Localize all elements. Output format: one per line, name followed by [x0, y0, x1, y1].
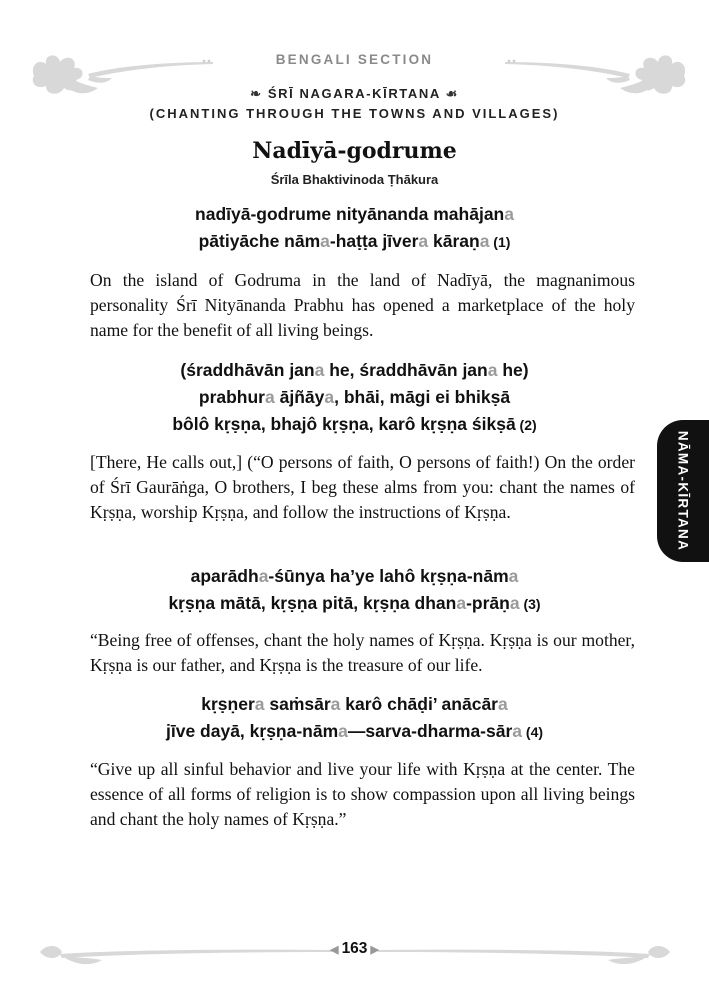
- translation-1: On the island of Godruma in the land of Nadīyā, the magnanimous personality Śrī Nityānanda Prabhu has opened a marketplace of the holy name for the benefit of all living beings.: [90, 270, 635, 340]
- verse-line: prabhura ājñāya, bhāi, māgi ei bhikṣā: [198, 387, 511, 407]
- verse-line: pātiyāche nāma-haṭṭa jīvera kāraṇa (1): [198, 231, 511, 251]
- arrow-right-icon: ▶: [367, 944, 379, 956]
- song-author: Śrīla Bhaktivinoda Ṭhākura: [270, 172, 439, 187]
- translation-2: [There, He calls out,] (“O persons of faith, O persons of faith!) On the order of Śrī Gaurāṅga, O brothers, I beg these alms from you: chant the names of Kṛṣṇa, worship Kṛṣṇa, and follow the instructions of Kṛṣṇa.: [90, 452, 635, 522]
- verse-line: aparādha-śūnya ha’ye lahô kṛṣṇa-nāma: [190, 566, 519, 586]
- song-header-title: ŚRĪ NAGARA-KĪRTANA: [267, 86, 441, 101]
- verse-4: [0, 691, 709, 745]
- verse-3: [0, 563, 709, 617]
- verse-number: (1): [489, 234, 511, 250]
- verse-line: kṛṣṇa mātā, kṛṣṇa pitā, kṛṣṇa dhana-prāṇa (3): [168, 593, 541, 613]
- verse-2: [0, 357, 709, 438]
- page-number-block: [0, 940, 709, 958]
- flourish-right-icon: ☙: [440, 86, 459, 101]
- verse-number: (4): [522, 724, 544, 740]
- song-header: [0, 86, 709, 102]
- verse-line: jīve dayā, kṛṣṇa-nāma—sarva-dharma-sāra (4): [165, 721, 544, 741]
- song-title: Nadīyā-godrume: [252, 138, 457, 164]
- arrow-left-icon: ◀: [330, 944, 342, 956]
- translation-3: “Being free of offenses, chant the holy names of Kṛṣṇa. Kṛṣṇa is our mother, Kṛṣṇa is our father, and Kṛṣṇa is the treasure of our life.: [90, 630, 635, 675]
- verse-number: (2): [515, 417, 537, 433]
- verse-line: (śraddhāvān jana he, śraddhāvān jana he): [180, 360, 529, 380]
- verse-number: (3): [519, 596, 541, 612]
- verse-line: kṛṣṇera saṁsāra karô chāḍi’ anācāra: [201, 694, 508, 714]
- side-tab-label: NĀMA-KĪRTANA: [675, 430, 691, 552]
- section-label: BENGALI SECTION: [275, 52, 434, 67]
- page-number: 163: [341, 940, 368, 957]
- flourish-left-icon: ❧: [250, 86, 268, 101]
- verse-line: nadīyā-godrume nityānanda mahājana: [195, 204, 514, 224]
- song-header-subtitle: (CHANTING THROUGH THE TOWNS AND VILLAGES): [149, 106, 560, 121]
- verse-1: [0, 201, 709, 255]
- translation-4: “Give up all sinful behavior and live your life with Kṛṣṇa at the center. The essence of all forms of religion is to show compassion upon all living beings and chant the holy names of Kṛṣṇa.”: [90, 759, 635, 829]
- verse-line: bôlô kṛṣṇa, bhajô kṛṣṇa, karô kṛṣṇa śikṣā (2): [172, 414, 537, 434]
